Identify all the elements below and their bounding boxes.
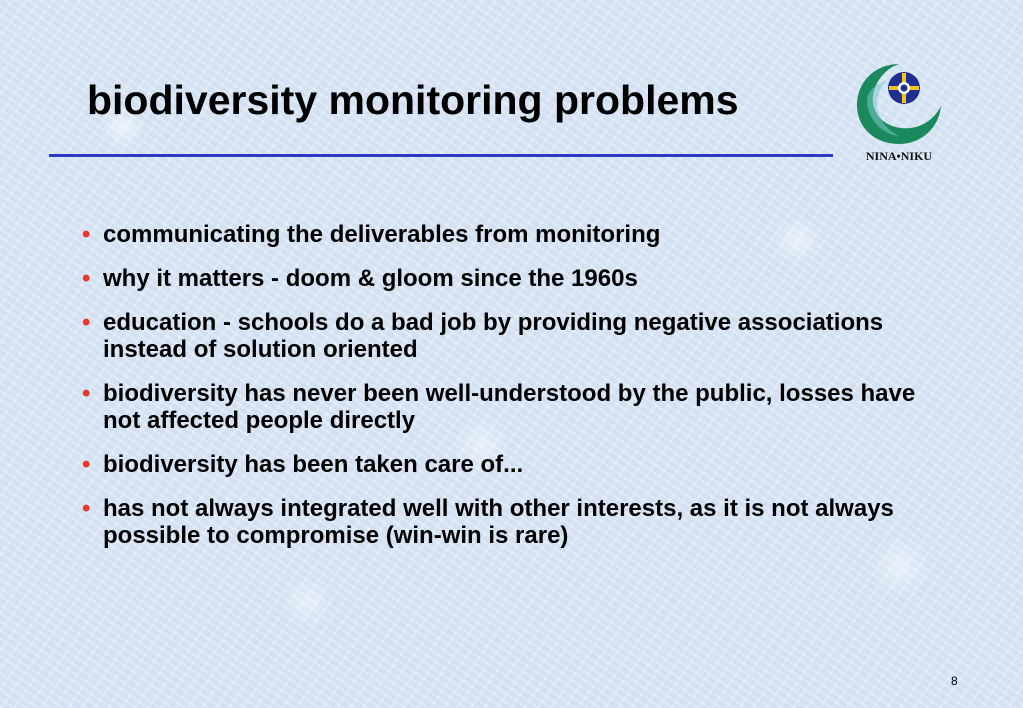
title-underline [49,154,833,157]
logo-text: NINA•NIKU [865,149,933,163]
bullet-item [82,380,922,434]
bullet-dot-icon: • [82,221,91,248]
bullet-dot-icon: • [82,451,91,478]
bullet-dot-icon: • [82,265,91,292]
nina-niku-logo [853,60,945,168]
bullet-item [82,451,922,478]
bullet-text: biodiversity has been taken care of... [103,451,524,478]
bullet-dot-icon: • [82,495,91,522]
bullet-dot-icon: • [82,309,91,336]
nina-niku-emblem-icon [853,60,945,148]
slide-title: biodiversity monitoring problems [87,77,739,123]
bullet-text: education - schools do a bad job by providing negative associations instead of solution oriented [103,309,884,363]
bullet-item [82,309,922,363]
page-number: 8 [951,674,958,688]
bullet-dot-icon: • [82,380,91,407]
bullet-item [82,265,922,292]
bullet-text: biodiversity has never been well-understood by the public, losses have not affected people directly [103,380,916,434]
bullet-item [82,221,922,248]
bullet-list [82,221,922,566]
bullet-text: has not always integrated well with other interests, as it is not always possible to compromise (win-win is rare) [103,495,894,549]
bullet-text: communicating the deliverables from monitoring [103,221,661,248]
bullet-text: why it matters - doom & gloom since the 1960s [103,265,638,292]
bullet-item [82,495,922,549]
